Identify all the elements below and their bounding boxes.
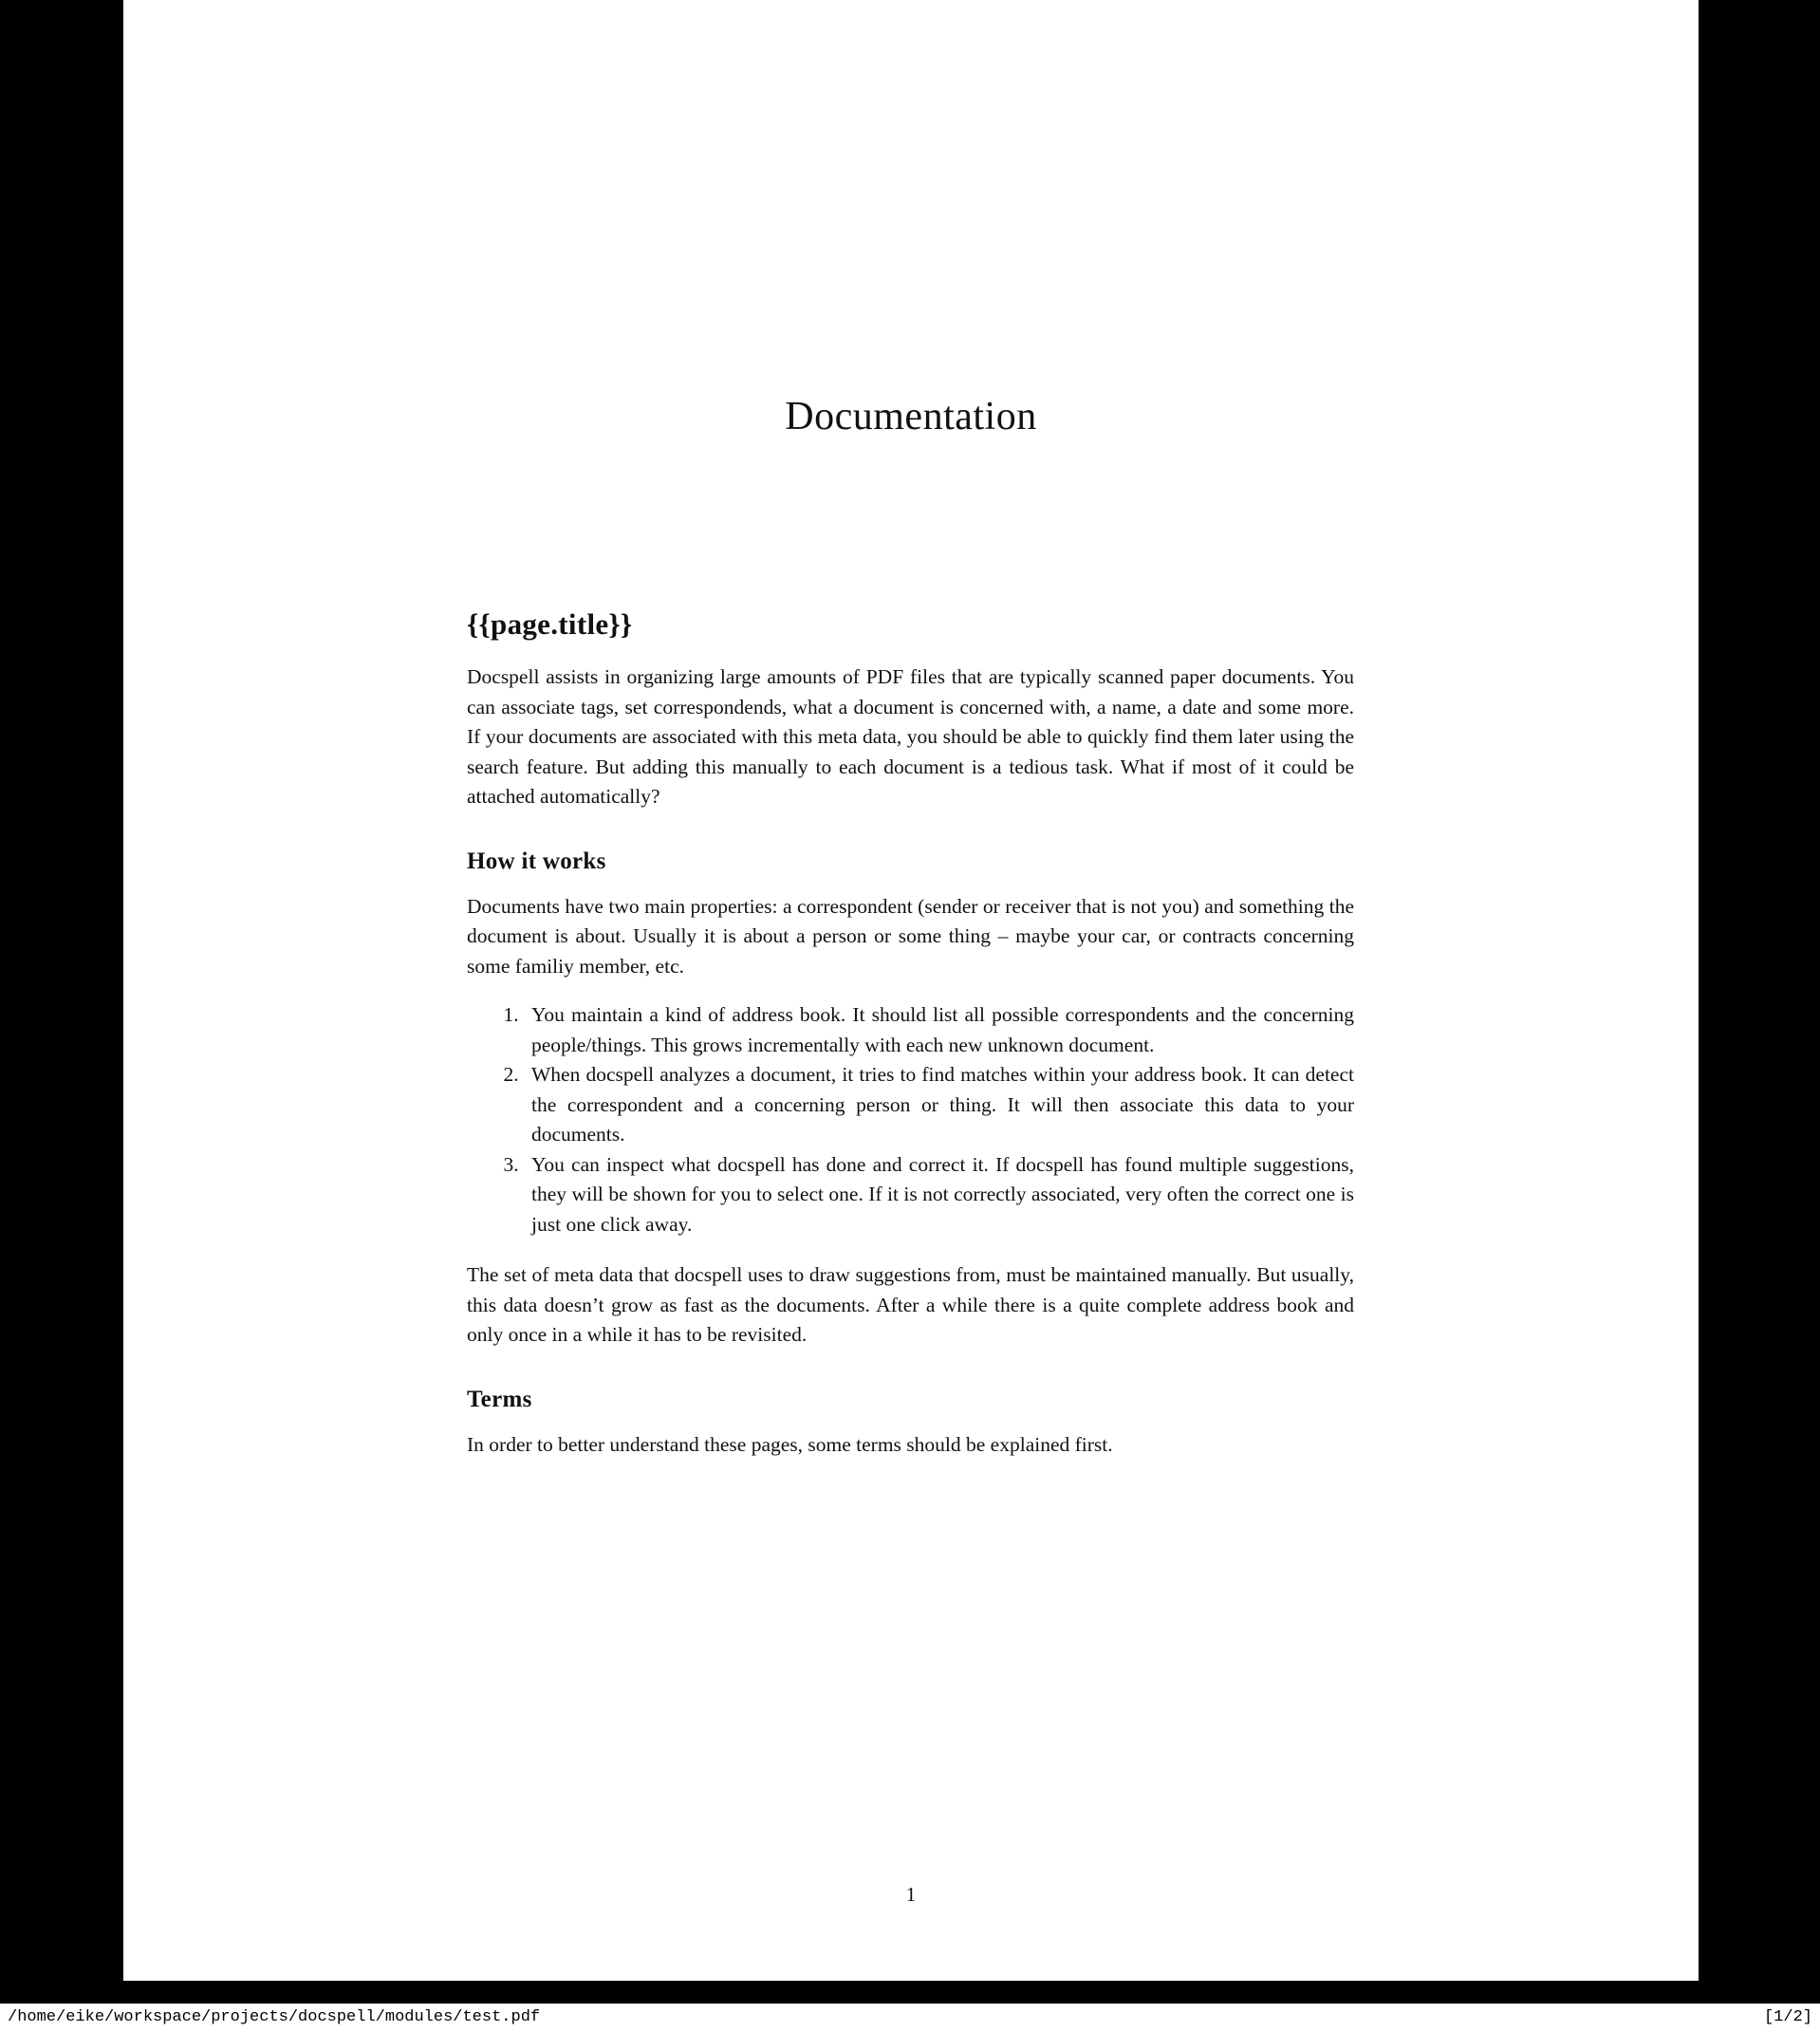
pdf-page <box>123 0 1699 1981</box>
list-item: 3. You can inspect what docspell has done and correct it. If docspell has found multiple suggestions, they will be shown for you to select one. If it is not correctly associated, very often the correct one is just one click away. <box>524 1150 1354 1240</box>
paragraph-meta-data: The set of meta data that docspell uses to draw suggestions from, must be maintained manually. But usually, this data doesn’t grow as fast as the documents. After a while there is a quite complete address book and only once in a while it has to be revisited. <box>467 1263 1354 1346</box>
status-bar-file-path: /home/eike/workspace/projects/docspell/modules/test.pdf <box>8 2008 541 2026</box>
list-item: 2. When docspell analyzes a document, it tries to find matches within your address book. It can detect the correspondent and a concerning person or thing. It will then associate this data to your documents. <box>524 1060 1354 1150</box>
section-heading-page-title: {{page.title}} <box>467 607 633 641</box>
paragraph-intro: Docspell assists in organizing large amounts of PDF files that are typically scanned paper documents. You can associate tags, set correspondends, what a document is concerned with, a name, a date and some more. If your documents are associated with this meta data, you should be able to quickly find them later using the search feature. But adding this manually to each document is a tedious task. What if most of it could be attached automatically? <box>467 665 1354 808</box>
section-heading-how-it-works: How it works <box>467 848 606 874</box>
paragraph-terms: In order to better understand these pages, some terms should be explained first. <box>467 1432 1113 1456</box>
ordered-list-how-it-works <box>467 1000 1354 1240</box>
status-bar-page-indicator: [1/2] <box>1763 2008 1812 2026</box>
section-heading-terms: Terms <box>467 1386 532 1412</box>
status-bar <box>0 2004 1820 2032</box>
page-number: 1 <box>905 1883 917 1906</box>
list-item: 1. You maintain a kind of address book. It should list all possible correspondents and the concerning people/things. This grows incrementally with each new unknown document. <box>524 1000 1354 1060</box>
document-body <box>467 607 1354 1479</box>
document-title: Documentation <box>785 395 1037 438</box>
paragraph-how-it-works: Documents have two main properties: a correspondent (sender or receiver that is not you) and something the document is about. Usually it is about a person or some thing – maybe your car, or contracts concerning some familiy member, etc. <box>467 894 1354 978</box>
